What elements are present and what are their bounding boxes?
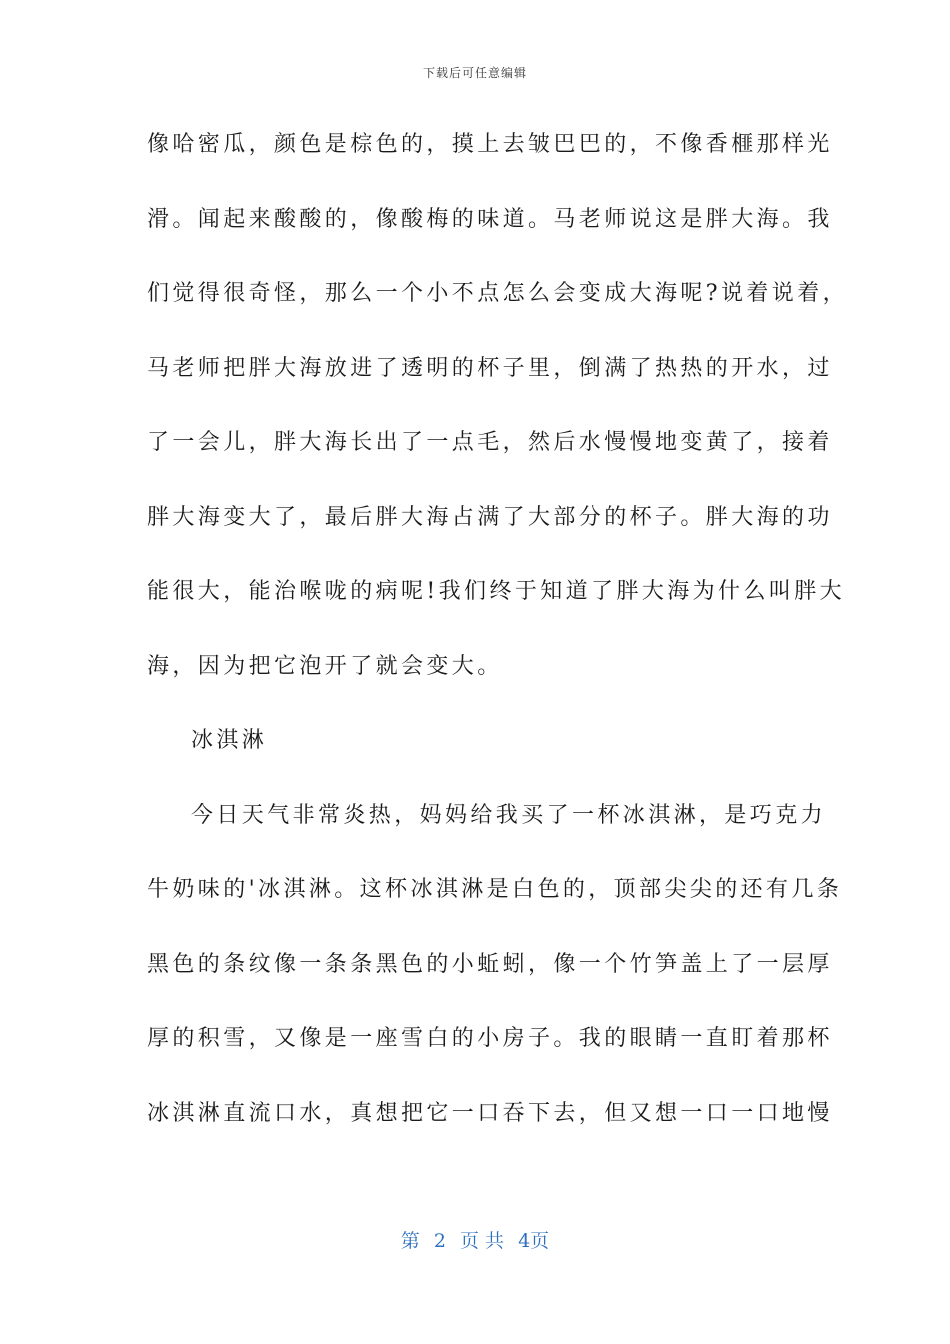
paragraph-first-line: 今日天气非常炎热，妈妈给我买了一杯冰淇淋，是巧克力 xyxy=(191,802,827,828)
text-line: 像哈密瓜，颜色是棕色的，摸上去皱巴巴的，不像香榧那样光 xyxy=(147,132,833,157)
text-line: 了一会儿，胖大海长出了一点毛，然后水慢慢地变黄了，接着 xyxy=(147,430,833,455)
text-line: 马老师把胖大海放进了透明的杯子里，倒满了热热的开水，过 xyxy=(147,355,833,381)
total-pages: 4页 xyxy=(518,1230,550,1252)
text-line: 厚的积雪，又像是一座雪白的小房子。我的眼睛一直盯着那杯 xyxy=(147,1026,833,1051)
text-line: 冰淇淋直流口水，真想把它一口吞下去，但又想一口一口地慢 xyxy=(147,1100,833,1126)
text-line: 海，因为把它泡开了就会变大。 xyxy=(147,653,503,679)
text-line: 们觉得很奇怪，那么一个小不点怎么会变成大海呢?说着说着， xyxy=(147,281,848,306)
text-line: 胖大海变大了，最后胖大海占满了大部分的杯子。胖大海的功 xyxy=(147,504,833,530)
current-page-number: 2 xyxy=(433,1230,446,1252)
page-label: 第 xyxy=(400,1230,420,1252)
page-of-label: 页 共 xyxy=(460,1230,505,1252)
page-footer xyxy=(0,1226,950,1253)
text-line: 黑色的条纹像一条条黑色的小蚯蚓，像一个竹笋盖上了一层厚 xyxy=(147,951,833,977)
section-title: 冰淇淋 xyxy=(191,728,268,753)
text-line: 滑。闻起来酸酸的，像酸梅的味道。马老师说这是胖大海。我 xyxy=(147,206,833,232)
page-header: 下载后可任意编辑 xyxy=(422,66,527,80)
text-line: 牛奶味的'冰淇淋。这杯冰淇淋是白色的，顶部尖尖的还有几条 xyxy=(147,877,843,902)
text-line: 能很大，能治喉咙的病呢!我们终于知道了胖大海为什么叫胖大 xyxy=(147,579,846,604)
document-body xyxy=(147,120,848,1163)
